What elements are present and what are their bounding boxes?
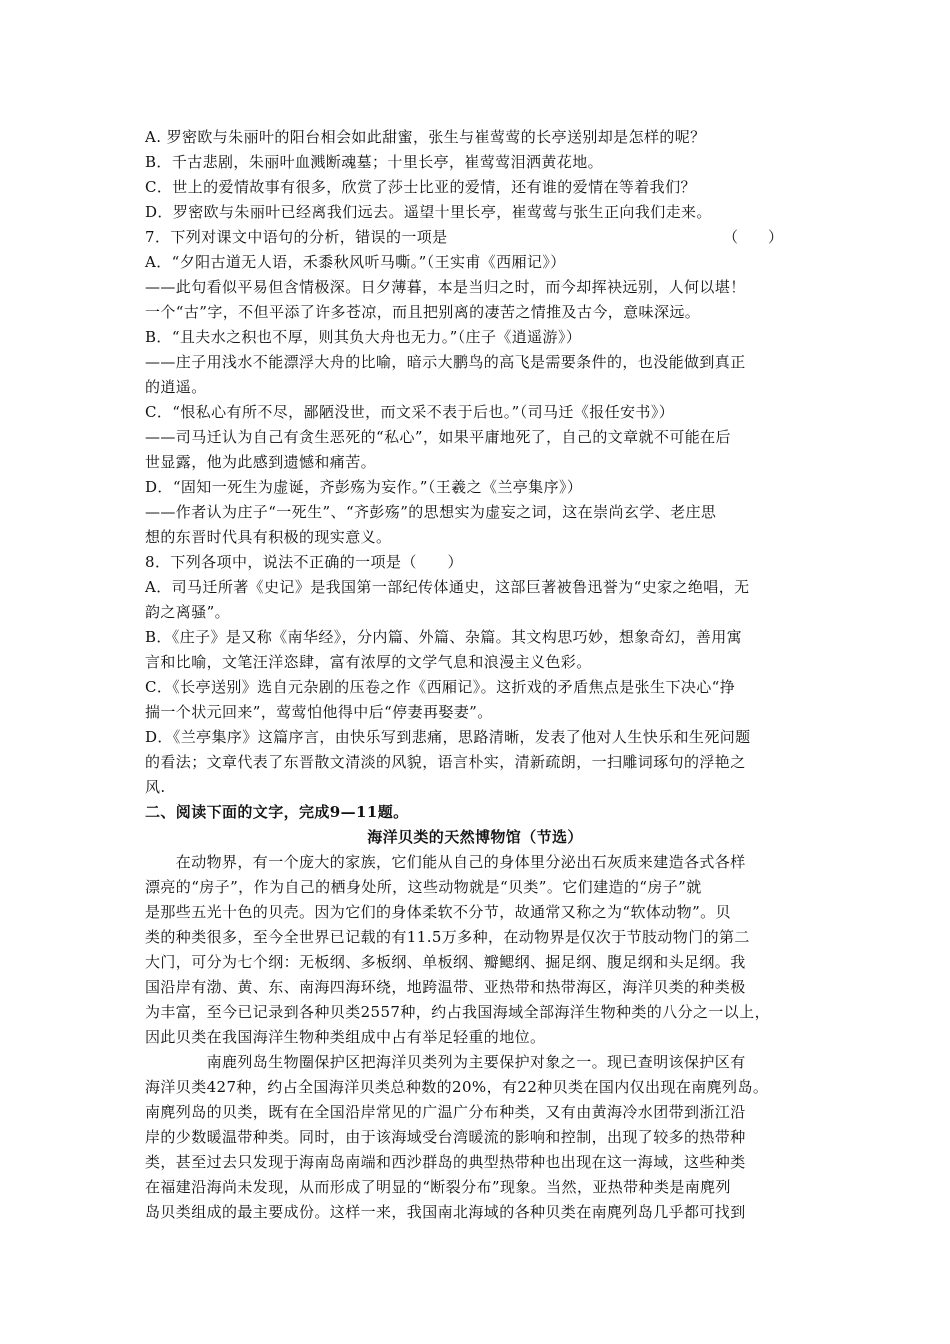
paragraph-line: 南麂列岛的贝类，既有在全国沿岸常见的广温广分布种类，又有由黄海冷水团带到浙江沿 bbox=[145, 1103, 746, 1121]
option-line: C．《长亭送别》选自元杂剧的压卷之作《西厢记》。这折戏的矛盾焦点是张生下决心“挣 bbox=[145, 678, 736, 696]
option-line: B．千古悲剧，朱丽叶血溅断魂墓；十里长亭，崔莺莺泪洒黄花地。 bbox=[145, 153, 604, 171]
analysis-line: ——庄子用浅水不能漂浮大舟的比喻，暗示大鹏鸟的高飞是需要条件的，也没能做到真正 bbox=[145, 353, 746, 371]
option-line: C．“恨私心有所不尽，鄙陋没世，而文采不表于后也。”（司马迁《报任安书》） bbox=[145, 403, 675, 421]
paragraph-line: 国沿岸有渤、黄、东、南海四海环绕，地跨温带、亚热带和热带海区，海洋贝类的种类极 bbox=[145, 978, 746, 996]
option-line: 风. bbox=[145, 778, 166, 796]
paragraph-line: 南鹿列岛生物圈保护区把海洋贝类列为主要保护对象之一。现已查明该保护区有 bbox=[145, 1053, 746, 1071]
question-7-stem: 7．下列对课文中语句的分析，错误的一项是 bbox=[145, 228, 448, 246]
paragraph-line: 海洋贝类427种，约占全国海洋贝类总种数的20%，有22种贝类在国内仅出现在南麂列岛。 bbox=[145, 1078, 769, 1096]
option-line: A. 罗密欧与朱丽叶的阳台相会如此甜蜜，张生与崔莺莺的长亭送别却是怎样的呢？ bbox=[145, 128, 706, 146]
analysis-line: ——司马迁认为自己有贪生恶死的“私心”，如果平庸地死了，自己的文章就不可能在后 bbox=[145, 428, 731, 446]
option-line: 的看法；文章代表了东晋散文清淡的风貌，语言朴实，清新疏朗，一扫雕词琢句的浮艳之 bbox=[145, 753, 746, 771]
paragraph-line: 岸的少数暖温带种类。同时，由于该海域受台湾暖流的影响和控制，出现了较多的热带种 bbox=[145, 1128, 746, 1146]
answer-bracket: （ ） bbox=[723, 228, 784, 246]
paragraph-line: 在动物界，有一个庞大的家族，它们能从自己的身体里分泌出石灰质来建造各式各样 bbox=[145, 853, 746, 871]
paragraph-line: 为丰富，至今已记录到各种贝类2557种，约占我国海域全部海洋生物种类的八分之一以上， bbox=[145, 1003, 770, 1021]
option-line: A．“夕阳古道无人语，禾黍秋风听马嘶。”（王实甫《西厢记》） bbox=[145, 253, 566, 271]
option-line: 言和比喻，文笔汪洋恣肆，富有浓厚的文学气息和浪漫主义色彩。 bbox=[145, 653, 592, 671]
option-line: 韵之离骚”。 bbox=[145, 603, 231, 621]
option-line: D．“固知一死生为虚诞，齐彭殇为妄作。”（王羲之《兰亭集序》） bbox=[145, 478, 583, 496]
paragraph-line: 类，甚至过去只发现于海南岛南端和西沙群岛的典型热带种也出现在这一海域，这些种类 bbox=[145, 1153, 746, 1171]
analysis-line: ——作者认为庄子“一死生”、“齐彭殇”的思想实为虚妄之词，这在崇尚玄学、老庄思 bbox=[145, 503, 717, 521]
article-title: 海洋贝类的天然博物馆（节选） bbox=[367, 828, 583, 846]
paragraph-line: 是那些五光十色的贝壳。因为它们的身体柔软不分节，故通常又称之为“软体动物”。贝 bbox=[145, 903, 731, 921]
paragraph-line: 岛贝类组成的最主要成份。这样一来，我国南北海域的各种贝类在南麂列岛几乎都可找到 bbox=[145, 1203, 746, 1221]
option-line: A．司马迁所著《史记》是我国第一部纪传体通史，这部巨著被鲁迅誉为“史家之绝唱，无 bbox=[145, 578, 750, 596]
option-line: 揣一个状元回来”，莺莺怕他得中后“停妻再娶妻”。 bbox=[145, 703, 493, 721]
option-line: B．“且夫水之积也不厚，则其负大舟也无力。”（庄子《逍遥游》） bbox=[145, 328, 582, 346]
analysis-line: 想的东晋时代具有积极的现实意义。 bbox=[145, 528, 392, 546]
option-line: D．罗密欧与朱丽叶已经离我们远去。遥望十里长亭，崔莺莺与张生正向我们走来。 bbox=[145, 203, 712, 221]
analysis-line: 世显露，他为此感到遗憾和痛苦。 bbox=[145, 453, 377, 471]
question-8-stem: 8．下列各项中，说法不正确的一项是（ ） bbox=[145, 553, 463, 571]
analysis-line: ——此句看似平易但含情极深。日夕薄暮，本是当归之时，而今却挥袂远别，人何以堪！ bbox=[145, 278, 746, 296]
analysis-line: 的逍遥。 bbox=[145, 378, 207, 396]
section-heading: 二、阅读下面的文字，完成9—11题。 bbox=[145, 803, 409, 821]
option-line: C．世上的爱情故事有很多，欣赏了莎士比亚的爱情，还有谁的爱情在等着我们？ bbox=[145, 178, 696, 196]
paragraph-line: 漂亮的“房子”，作为自己的栖身处所，这些动物就是“贝类”。它们建造的“房子”就 bbox=[145, 878, 702, 896]
option-line: B．《庄子》是又称《南华经》，分内篇、外篇、杂篇。其文构思巧妙，想象奇幻，善用寓 bbox=[145, 628, 743, 646]
paragraph-line: 在福建沿海尚未发现，从而形成了明显的“断裂分布”现象。当然，亚热带种类是南麂列 bbox=[145, 1178, 731, 1196]
option-line: D．《兰亭集序》这篇序言，由快乐写到悲痛，思路清晰，发表了他对人生快乐和生死问题 bbox=[145, 728, 751, 746]
paragraph-line: 类的种类很多，至今全世界已记载的有11.5万多种，在动物界是仅次于节肢动物门的第二 bbox=[145, 928, 750, 946]
paragraph-line: 因此贝类在我国海洋生物种类组成中占有举足轻重的地位。 bbox=[145, 1028, 546, 1046]
analysis-line: 一个“古”字，不但平添了许多苍凉，而且把别离的凄苦之情推及古今，意味深远。 bbox=[145, 303, 701, 321]
paragraph-line: 大门，可分为七个纲：无板纲、多板纲、单板纲、瓣鳃纲、掘足纲、腹足纲和头足纲。我 bbox=[145, 953, 746, 971]
